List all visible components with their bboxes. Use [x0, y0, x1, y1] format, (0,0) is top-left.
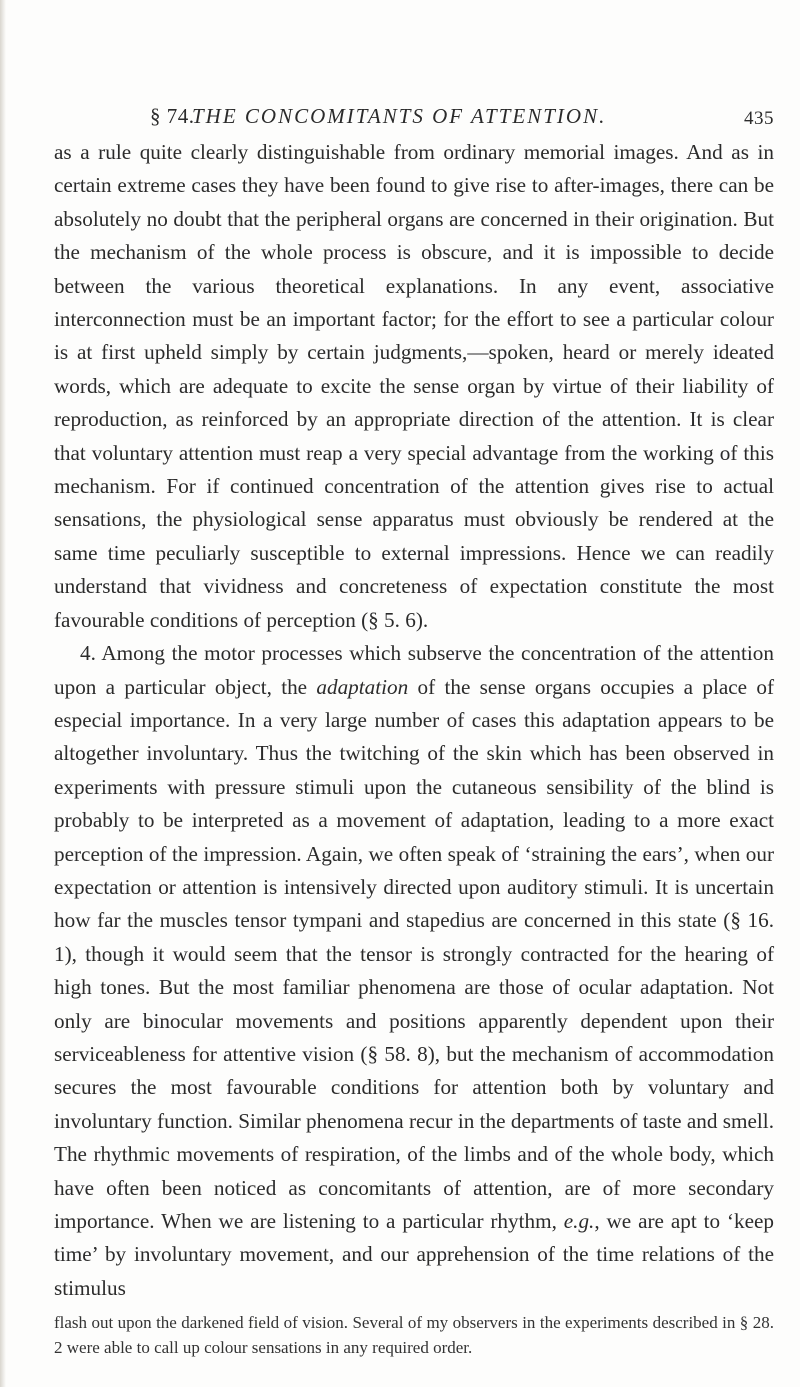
paragraph-2-text-b: of the sense organs occupies a place of especial importance. In a very large number of cases this adaptation appears to be altogether involuntary. Thus the twitching of the skin which has been observed in experiments with pressure stimuli upon the cutaneous sensibility of the blind is probably to be interpreted as a movement of adaptation, leading to a more exact perception of the impression. Again, we often speak of ‘straining the ears’, when our expectation or attention is intensively directed upon auditory stimuli. It is uncertain how far the muscles tensor tympani and stapedius are concerned in this state (§ 16. 1), though it would seem that the tensor is strongly contracted for the hearing of high tones. But the most familiar phenomena are those of ocular adaptation. Not only are binocular movements and positions apparently dependent upon their serviceableness for attentive vision (§ 58. 8), but the mechanism of accommodation secures the most favourable conditions for attention both by voluntary and involuntary function. Similar phenomena recur in the departments of taste and smell. The rhythmic movements of respiration, of the limbs and of the whole body, which have often been noticed as concomitants of attention, are of more secondary importance. When we are listening to a particular rhythm, — [54, 674, 774, 1233]
footnote — [54, 1310, 774, 1360]
paragraph-2 — [54, 637, 774, 1305]
page-number: 435 — [744, 108, 774, 129]
emphasis-adaptation: adaptation — [316, 674, 409, 699]
paragraph-2-text-a: 4. Among the motor processes which subserve the concentration of the attention upon a particular object, the — [54, 641, 774, 699]
chapter-title: THE CONCOMITANTS OF ATTENTION. — [192, 104, 607, 128]
emphasis-eg: e.g. — [563, 1209, 595, 1233]
running-head — [150, 104, 774, 134]
page-gutter-shadow — [0, 0, 6, 1387]
paragraph-2-text-c: , we are apt to ‘keep time’ by involuntary movement, and our apprehension of the time relations of the stimulus — [54, 1209, 774, 1300]
paragraph-1: as a rule quite clearly distinguishable from ordinary memorial images. And as in certain extreme cases they have been found to give rise to after-images, there can be absolutely no doubt that the peripheral organs are concerned in their origination. But the mechanism of the whole process is obscure, and it is impossible to decide between the various theoretical explanations. In any event, associative interconnection must be an important factor; for the effort to see a particular colour is at first upheld simply by certain judgments,—spoken, heard or merely ideated words, which are adequate to excite the sense organ by virtue of their liability of reproduction, as reinforced by an appropriate direction of the attention. It is clear that voluntary attention must reap a very special advantage from the working of this mechanism. For if continued concentration of the attention gives rise to actual sensations, the physiological sense apparatus must obviously be rendered at the same time peculiarly susceptible to external impressions. Hence we can readily understand that vividness and concreteness of expectation constitute the most favourable conditions of perception (§ 5. 6). — [54, 140, 774, 632]
footnote-text: flash out upon the darkened field of vision. Several of my observers in the experiments described in § 28. 2 were able to call up colour sensations in any required order. — [54, 1313, 774, 1357]
section-number: § 74. — [150, 104, 195, 128]
body-text — [54, 136, 774, 1305]
